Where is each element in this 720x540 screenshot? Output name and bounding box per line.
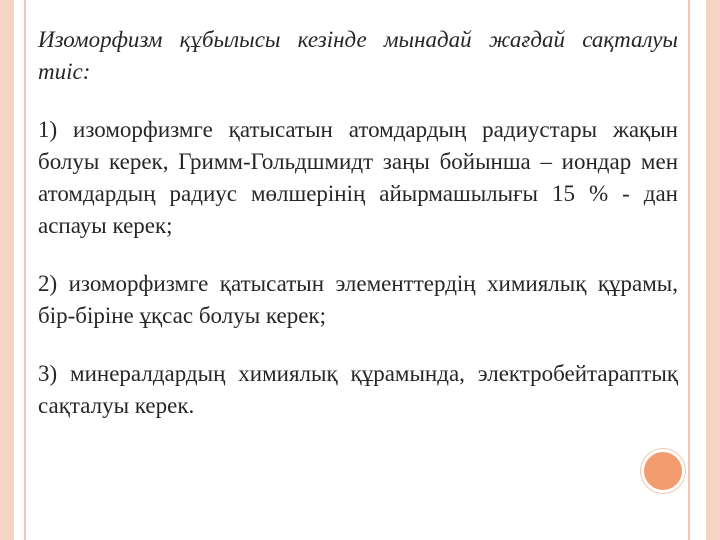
slide-content bbox=[38, 24, 678, 448]
decorative-circle-icon bbox=[641, 449, 685, 493]
slide-heading: Изоморфизм құбылысы кезінде мынадай жағдай сақталуы тиіс: bbox=[38, 27, 678, 84]
slide-rule-right bbox=[688, 0, 690, 540]
list-item: 2) изоморфизмге қатысатын элементтердің химиялық құрамы, бір-біріне ұқсас болуы керек; bbox=[38, 271, 678, 328]
slide-border-left bbox=[0, 0, 14, 540]
list-item: 1) изоморфизмге қатысатын атомдардың радиустары жақын болуы керек, Гримм-Гольдшмидт заңы бойынша – иондар мен атомдардың радиус мөлшерінің айырмашылығы 15 % - дан аспауы керек; bbox=[38, 117, 678, 238]
slide-border-right bbox=[706, 0, 720, 540]
list-item: 3) минералдардың химиялық құрамында, электробейтараптық сақталуы керек. bbox=[38, 361, 678, 418]
slide-rule-left bbox=[24, 0, 26, 540]
